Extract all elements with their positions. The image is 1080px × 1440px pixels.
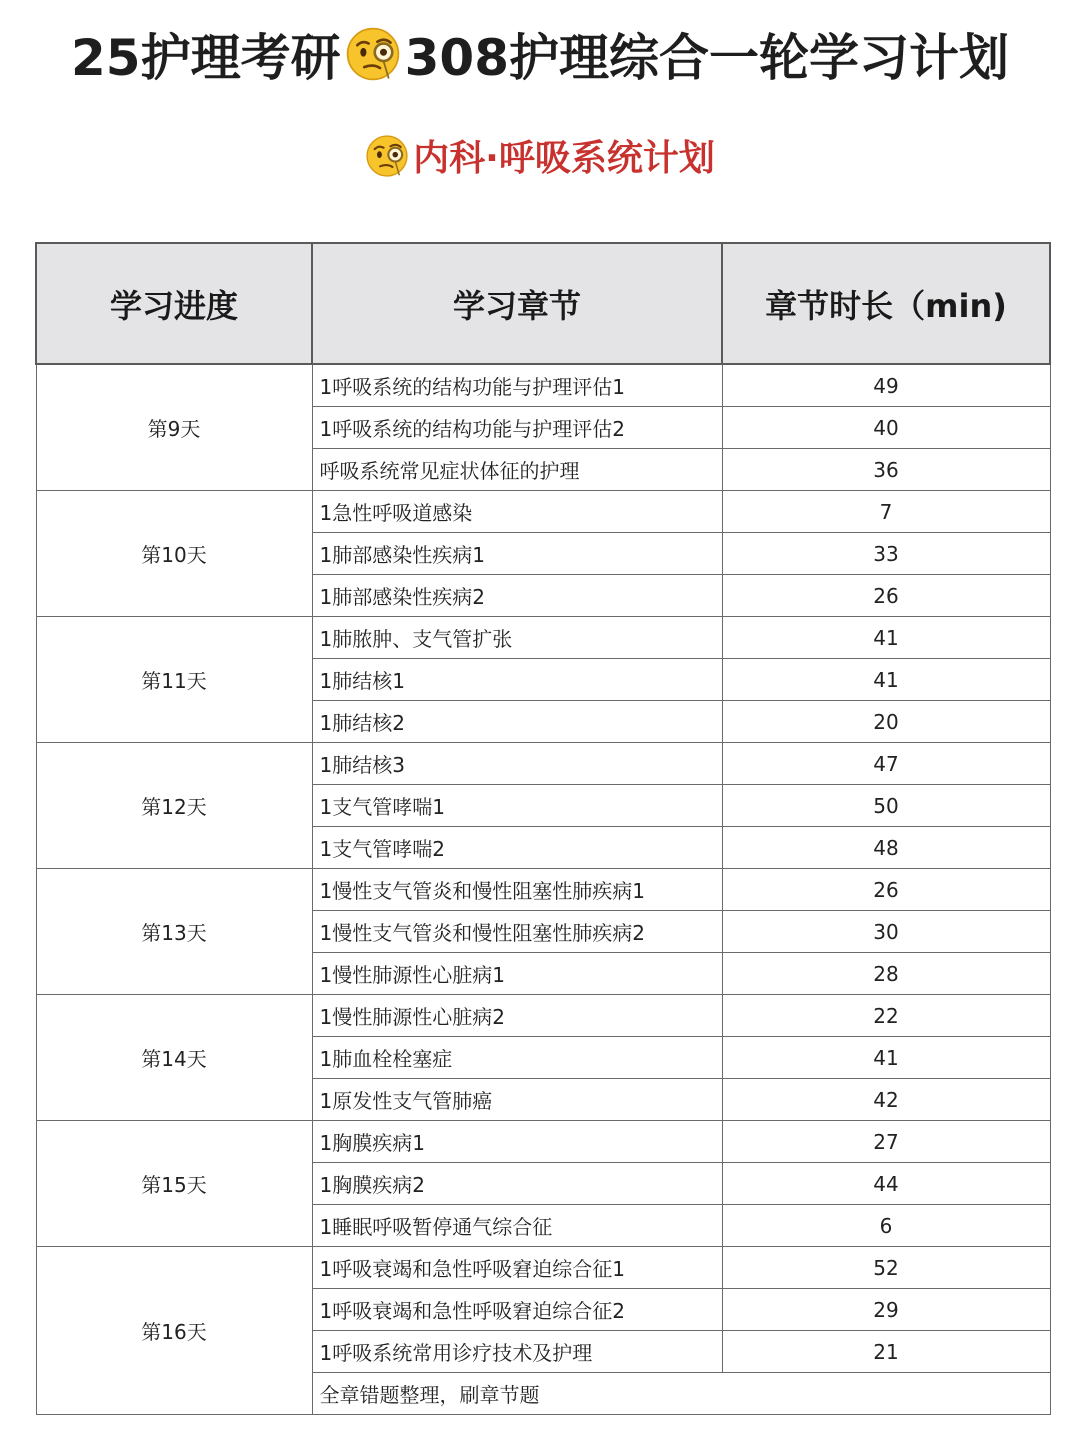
table-row [36, 1247, 1050, 1289]
chapter-cell: 1原发性支气管肺癌 [312, 1079, 722, 1121]
duration-cell: 42 [722, 1079, 1050, 1121]
table-body [36, 364, 1050, 1415]
chapter-cell: 1慢性肺源性心脏病2 [312, 995, 722, 1037]
final-note-cell: 全章错题整理，刷章节题 [312, 1373, 1050, 1415]
day-cell: 第11天 [36, 617, 312, 743]
chapter-cell: 1肺结核3 [312, 743, 722, 785]
chapter-cell: 1肺结核1 [312, 659, 722, 701]
title-prefix: 25护理考研 [71, 29, 341, 87]
header-progress: 学习进度 [36, 243, 312, 364]
duration-cell: 41 [722, 617, 1050, 659]
duration-cell: 33 [722, 533, 1050, 575]
duration-cell: 44 [722, 1163, 1050, 1205]
duration-cell: 26 [722, 575, 1050, 617]
chapter-cell: 1肺脓肿、支气管扩张 [312, 617, 722, 659]
chapter-cell: 1胸膜疾病2 [312, 1163, 722, 1205]
duration-cell: 40 [722, 407, 1050, 449]
duration-cell: 41 [722, 659, 1050, 701]
day-cell: 第13天 [36, 869, 312, 995]
day-cell: 第15天 [36, 1121, 312, 1247]
study-plan-table [35, 242, 1051, 1415]
chapter-cell: 1呼吸衰竭和急性呼吸窘迫综合征1 [312, 1247, 722, 1289]
duration-cell: 6 [722, 1205, 1050, 1247]
duration-cell: 26 [722, 869, 1050, 911]
table-row [36, 617, 1050, 659]
chapter-cell: 1呼吸系统常用诊疗技术及护理 [312, 1331, 722, 1373]
title-suffix: 308护理综合一轮学习计划 [404, 29, 1009, 87]
duration-cell: 47 [722, 743, 1050, 785]
day-cell: 第16天 [36, 1247, 312, 1415]
duration-cell: 21 [722, 1331, 1050, 1373]
duration-cell: 50 [722, 785, 1050, 827]
table-row [36, 743, 1050, 785]
chapter-cell: 1肺部感染性疾病2 [312, 575, 722, 617]
day-cell: 第9天 [36, 364, 312, 491]
chapter-cell: 1急性呼吸道感染 [312, 491, 722, 533]
chapter-cell: 1支气管哮喘2 [312, 827, 722, 869]
duration-cell: 30 [722, 911, 1050, 953]
duration-cell: 28 [722, 953, 1050, 995]
table-row [36, 995, 1050, 1037]
table-row [36, 1121, 1050, 1163]
day-cell: 第14天 [36, 995, 312, 1121]
duration-cell: 36 [722, 449, 1050, 491]
chapter-cell: 呼吸系统常见症状体征的护理 [312, 449, 722, 491]
chapter-cell: 1睡眠呼吸暂停通气综合征 [312, 1205, 722, 1247]
table-row [36, 491, 1050, 533]
table-row [36, 364, 1050, 407]
day-cell: 第12天 [36, 743, 312, 869]
monocle-face-icon [345, 26, 401, 82]
duration-cell: 20 [722, 701, 1050, 743]
chapter-cell: 1慢性支气管炎和慢性阻塞性肺疾病1 [312, 869, 722, 911]
header-duration: 章节时长（min) [722, 243, 1050, 364]
chapter-cell: 1呼吸系统的结构功能与护理评估2 [312, 407, 722, 449]
chapter-cell: 1肺血栓栓塞症 [312, 1037, 722, 1079]
duration-cell: 27 [722, 1121, 1050, 1163]
chapter-cell: 1呼吸系统的结构功能与护理评估1 [312, 364, 722, 407]
day-cell: 第10天 [36, 491, 312, 617]
chapter-cell: 1肺部感染性疾病1 [312, 533, 722, 575]
chapter-cell: 1慢性肺源性心脏病1 [312, 953, 722, 995]
duration-cell: 22 [722, 995, 1050, 1037]
chapter-cell: 1支气管哮喘1 [312, 785, 722, 827]
duration-cell: 52 [722, 1247, 1050, 1289]
duration-cell: 7 [722, 491, 1050, 533]
duration-cell: 41 [722, 1037, 1050, 1079]
chapter-cell: 1呼吸衰竭和急性呼吸窘迫综合征2 [312, 1289, 722, 1331]
header-chapter: 学习章节 [312, 243, 722, 364]
duration-cell: 48 [722, 827, 1050, 869]
section-subtitle [0, 130, 1080, 181]
duration-cell: 29 [722, 1289, 1050, 1331]
duration-cell: 49 [722, 364, 1050, 407]
table-row [36, 869, 1050, 911]
chapter-cell: 1肺结核2 [312, 701, 722, 743]
chapter-cell: 1慢性支气管炎和慢性阻塞性肺疾病2 [312, 911, 722, 953]
table-header-row [36, 243, 1050, 364]
page-title [0, 18, 1080, 90]
monocle-face-icon [365, 134, 409, 178]
subtitle-text: 内科·呼吸系统计划 [413, 138, 715, 179]
chapter-cell: 1胸膜疾病1 [312, 1121, 722, 1163]
